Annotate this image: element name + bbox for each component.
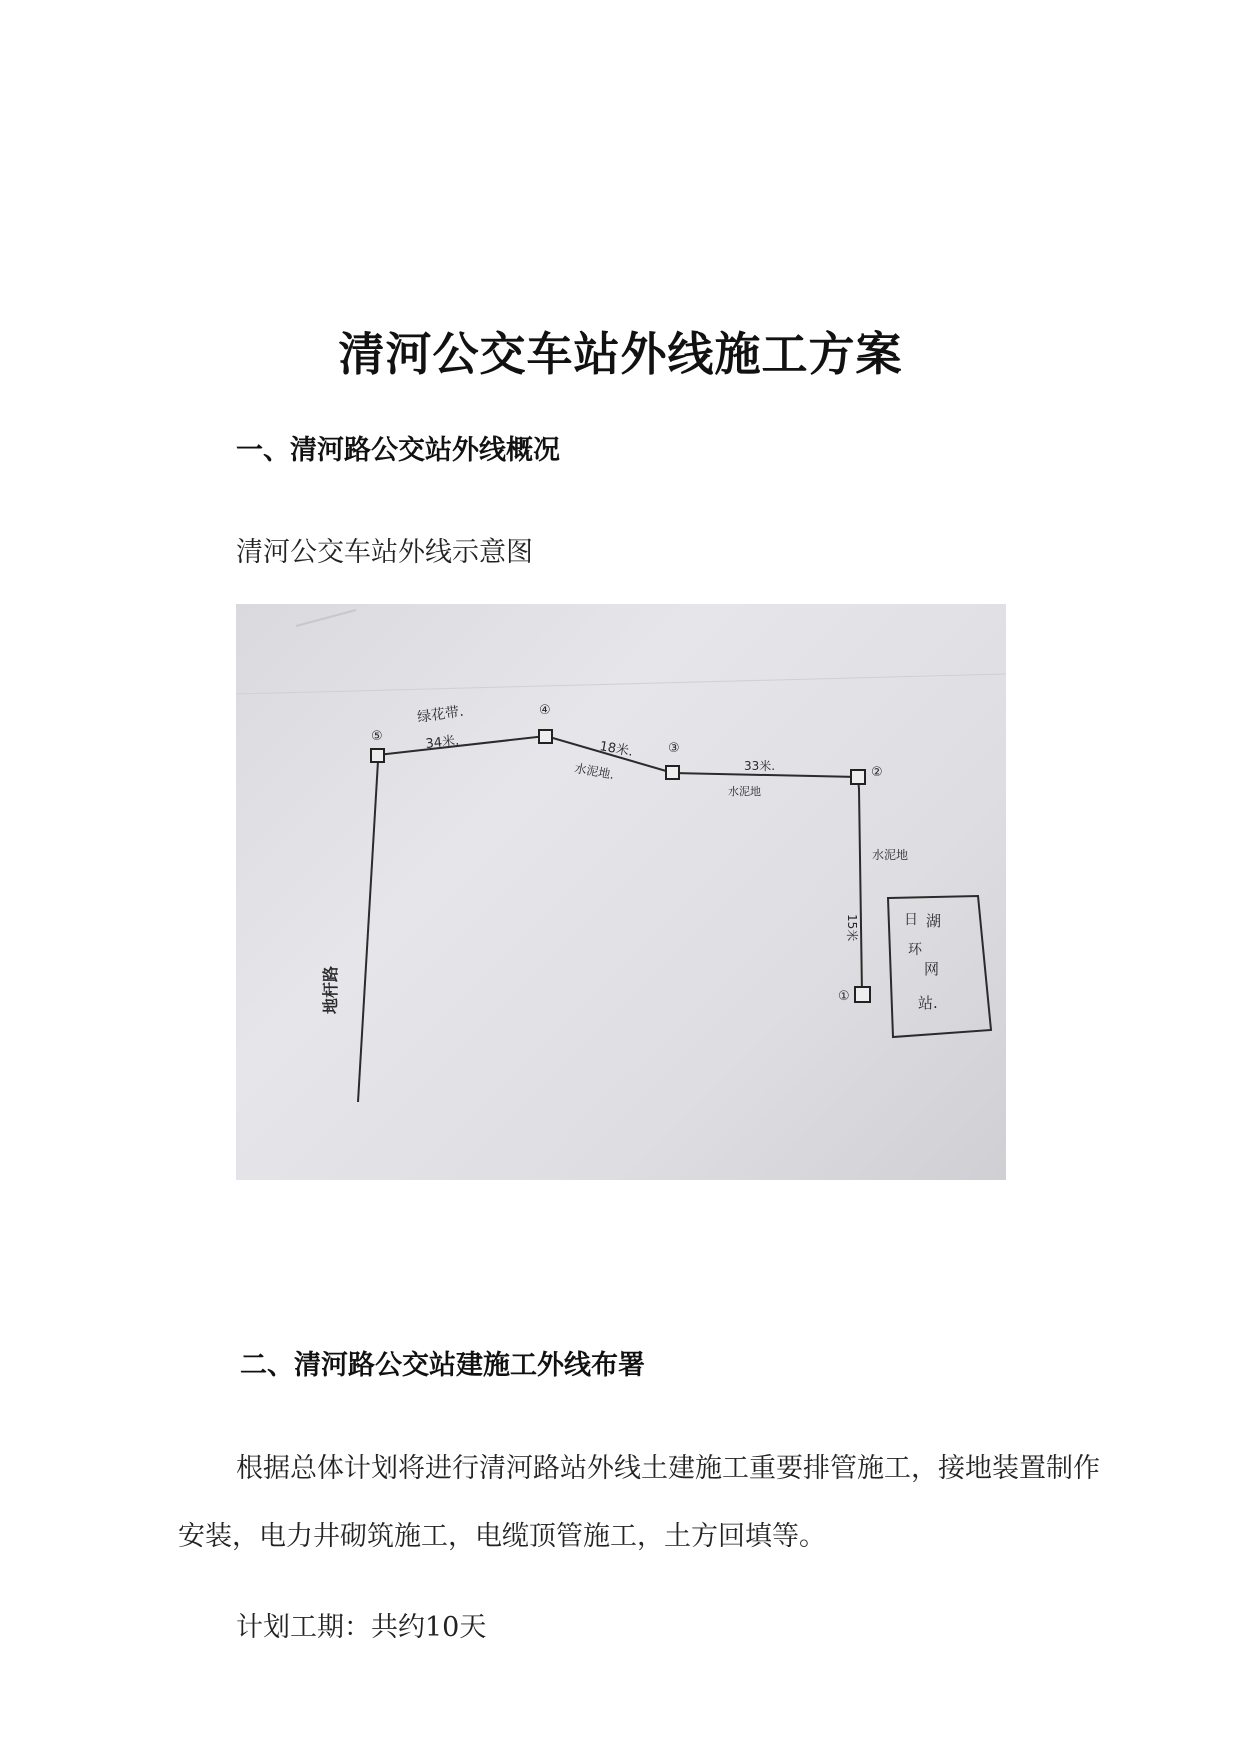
- segment-surface: 水泥地: [728, 785, 761, 798]
- sketch-drawing: [236, 604, 1006, 1180]
- substation-label: 日: [904, 912, 918, 928]
- substation-label: 环: [908, 942, 922, 958]
- segment-length: 18米.: [598, 739, 635, 760]
- node-label: ④: [539, 703, 551, 718]
- node-label: ②: [871, 765, 883, 780]
- manhole-3: [666, 766, 679, 779]
- node-label: ⑤: [371, 729, 383, 744]
- manhole-5: [371, 749, 384, 762]
- section-heading-deployment: 二、清河路公交站建施工外线布署: [240, 1350, 645, 1381]
- schedule-line: 计划工期：共约10天: [236, 1612, 487, 1643]
- paper-crease: [296, 610, 356, 626]
- segment-length: 33米.: [744, 759, 776, 773]
- sketch-photo: [236, 604, 1006, 1180]
- road-label: 地杆路: [321, 965, 340, 1014]
- body-paragraph: 根据总体计划将进行清河路站外线土建施工重要排管施工，接地装置制作安装，电力井砌筑施工，电缆顶管施工，土方回填等。: [178, 1453, 1100, 1552]
- segment-length: 15米: [845, 914, 859, 942]
- node-label: ③: [668, 741, 680, 756]
- node-label: ①: [838, 989, 850, 1004]
- section-heading-overview: 一、清河路公交站外线概况: [236, 435, 560, 466]
- manhole-1: [855, 987, 870, 1002]
- manhole-2: [851, 770, 865, 784]
- paper-edge: [236, 674, 1006, 694]
- substation-label: 湖: [926, 912, 942, 930]
- road-line: [358, 761, 378, 1102]
- figure-caption: 清河公交车站外线示意图: [236, 537, 533, 568]
- manhole-4: [539, 730, 552, 743]
- page-title: 清河公交车站外线施工方案: [338, 327, 903, 381]
- segment-surface: 绿花带.: [416, 703, 465, 726]
- substation-label: 站.: [918, 994, 938, 1012]
- segment-length: 34米.: [424, 733, 460, 752]
- segment-surface: 水泥地: [872, 848, 909, 862]
- route-line: [378, 736, 862, 994]
- substation-label: 网: [924, 960, 940, 978]
- segment-surface: 水泥地.: [573, 761, 616, 782]
